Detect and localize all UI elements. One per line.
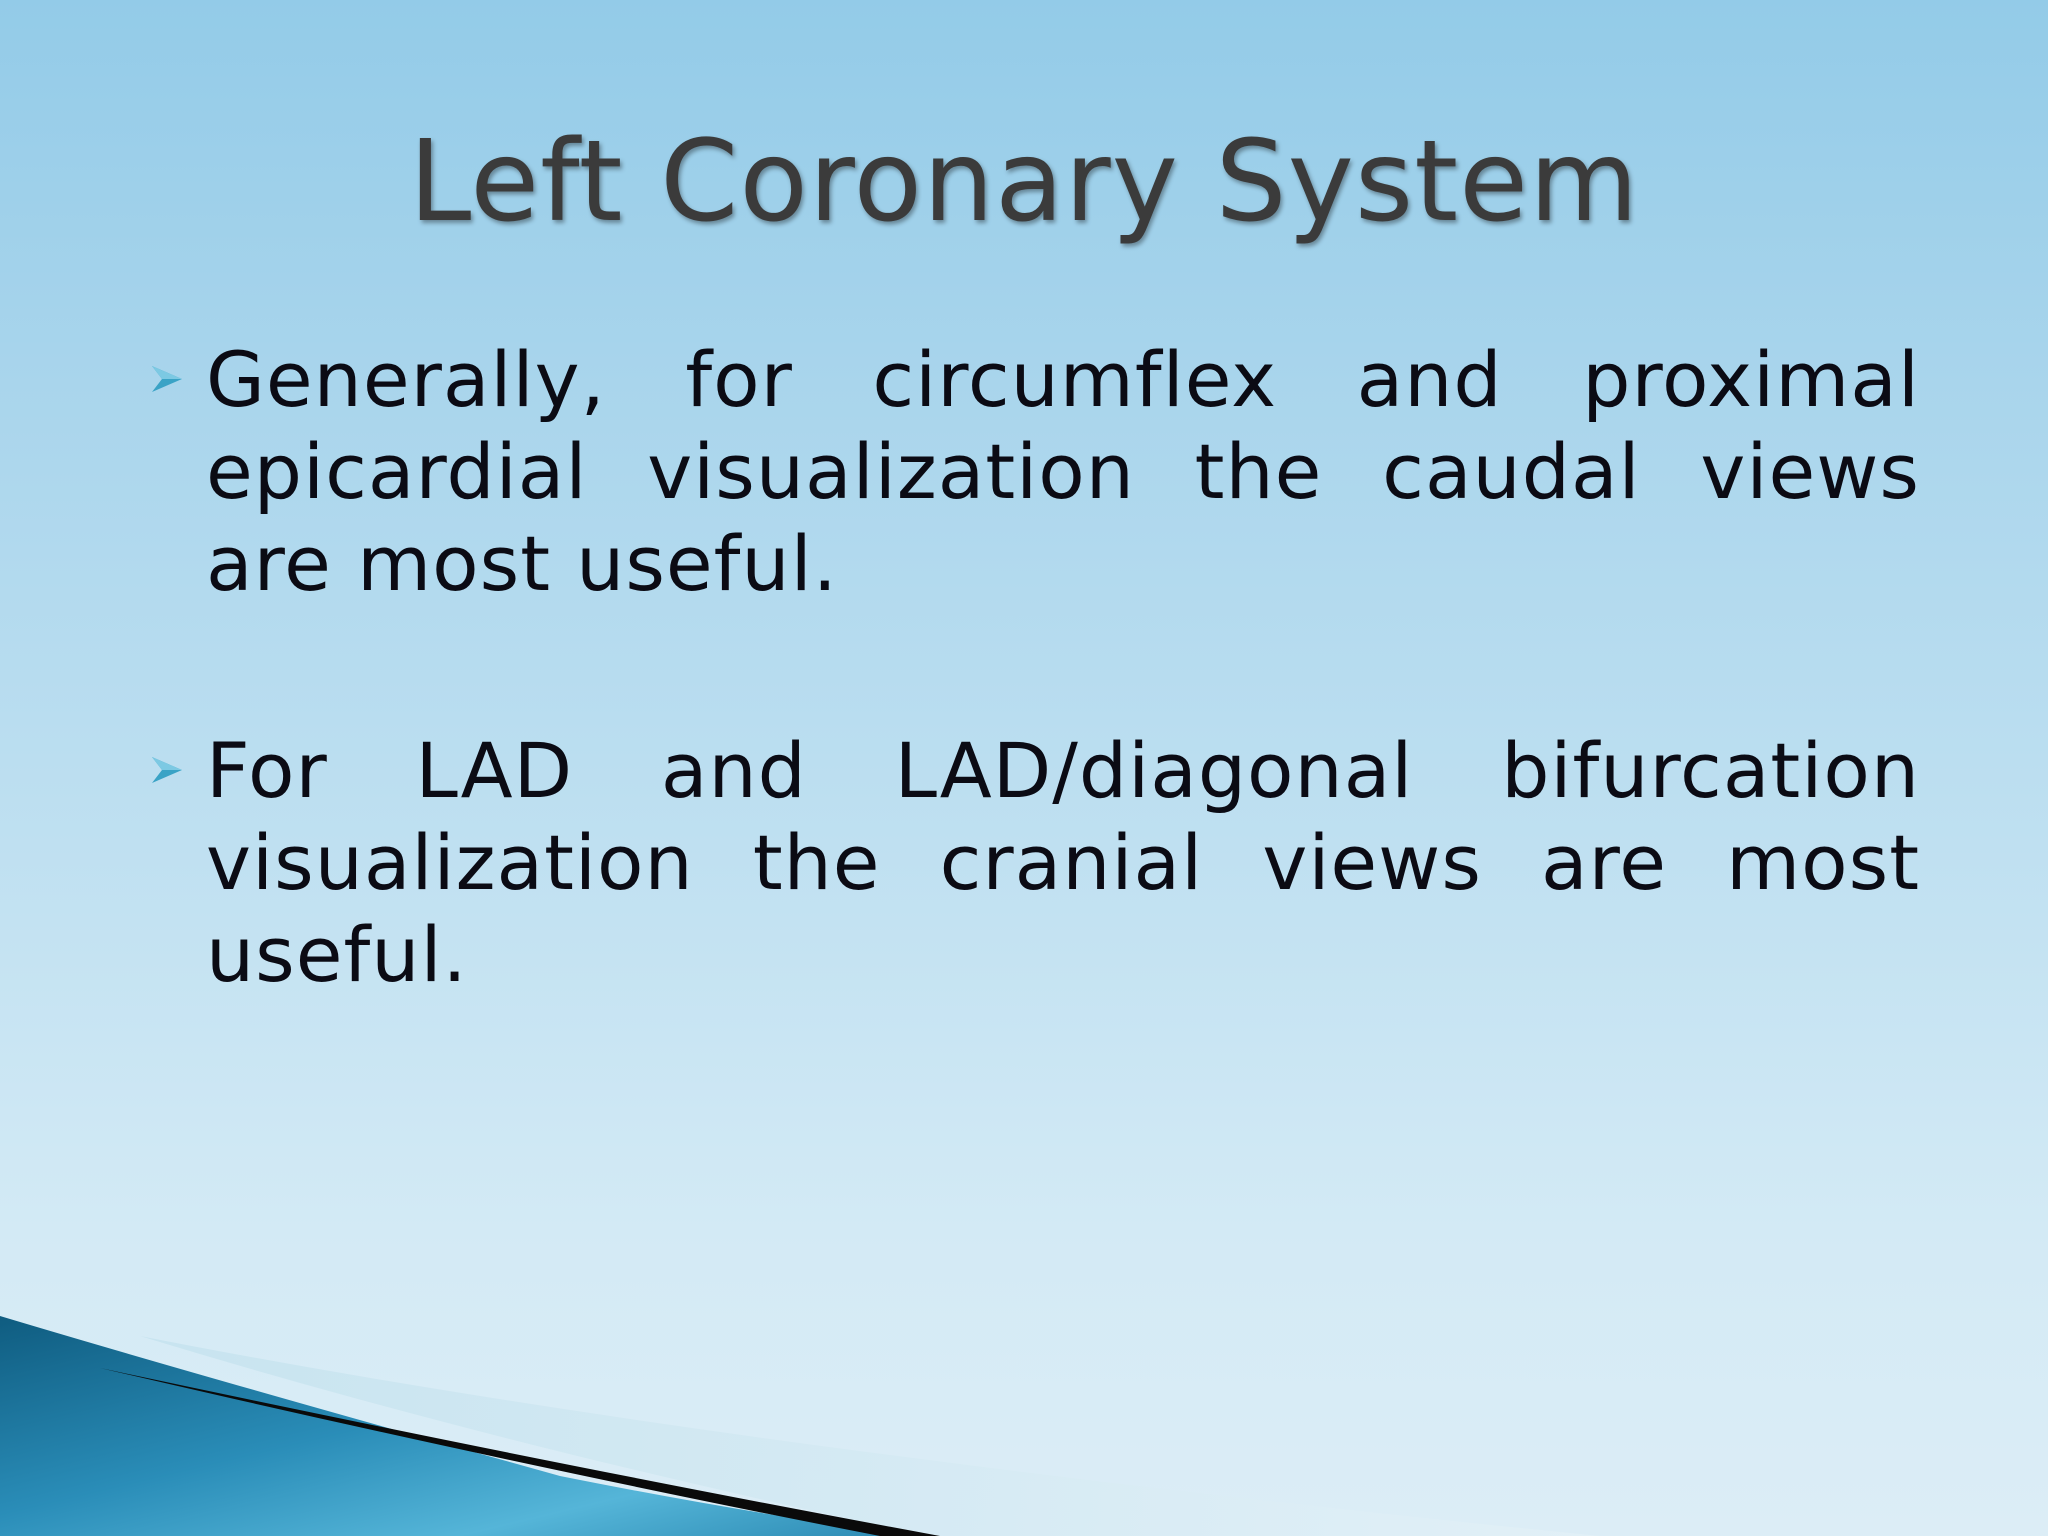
bullet-item [150, 725, 1920, 1001]
slide-title: Left Coronary System [408, 117, 1640, 247]
arrowhead-bullet-icon [150, 725, 206, 790]
arrowhead-bullet-icon [150, 334, 206, 399]
bullet-text: For LAD and LAD/diagonal bifurcation visualization the cranial views are most useful. [206, 726, 1920, 999]
decorative-swoosh [0, 1276, 2048, 1536]
bullet-item [150, 334, 1920, 610]
bullet-text: Generally, for circumflex and proximal epicardial visualization the caudal views are most useful. [206, 335, 1920, 608]
